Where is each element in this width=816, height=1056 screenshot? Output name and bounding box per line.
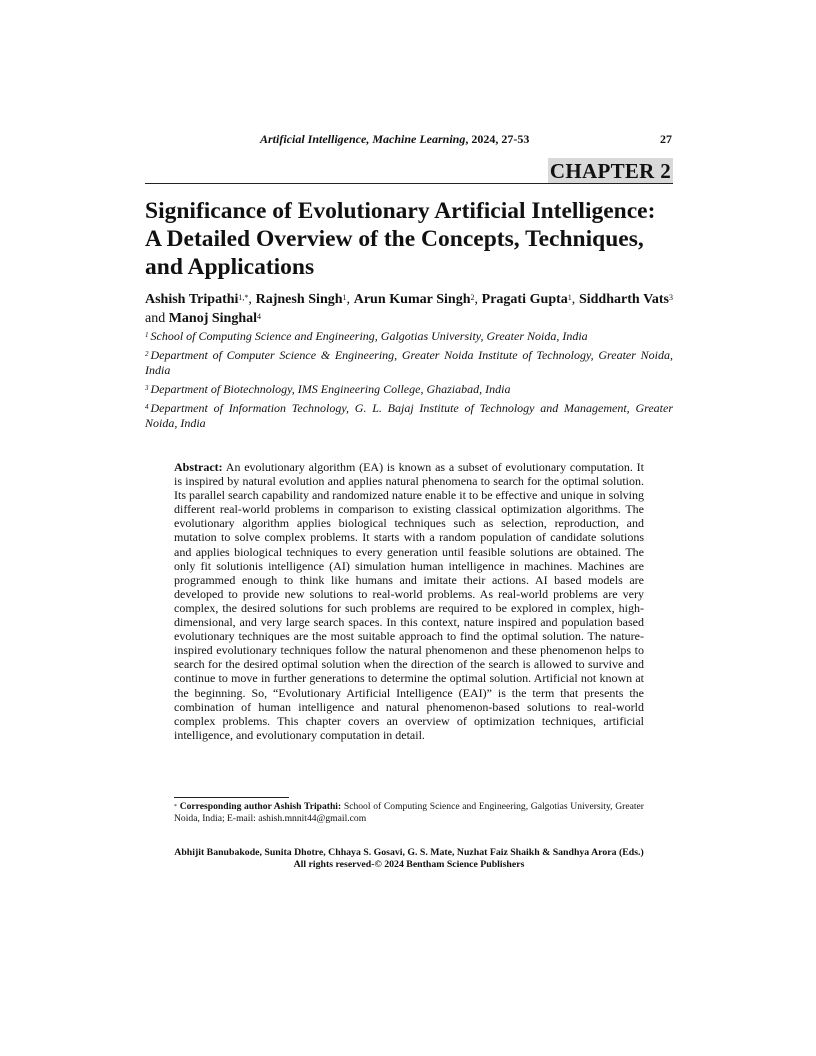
- abstract-text: An evolutionary algorithm (EA) is known as a subset of evolutionary computation. It is inspired by natural evolution and applies natural phenomena to search for the optimal solution. Its parallel search capability and randomized nature enable it to be effective and unique in solving different real-world problems in comparison to existing classical optimization algorithms. The evolutionary algorithm applies biological techniques such as selection, reproduction, and mutation to solve complex problems. It starts with a random population of candidate solutions and applies biological techniques to every generation until feasible solutions are obtained. The only fit solutionis intelligence (AI) simulation human intelligence in machines. Machines are programmed enough to think like humans and imitate their actions. AI based models are developed to provide new solutions to real-world problems. As real-world problems are very complex, the desired solutions for such problems are required to be explored in complex, high-dimensional, and very large search spaces. In this context, nature inspired and population based evolutionary techniques are the most suitable approach to find the optimal solution. The nature-inspired evolutionary techniques follow the natural phenomenon and these phenomenon helps to search for the desired optimal solution when the direction of the search is allowed to survive and continue to move in further generations to determine the optimal solution. Artificial not known at the beginning. So, “Evolutionary Artificial Intelligence (EAI)” is the term that presents the combination of human intelligence and natural phenomenon-based solutions to real-world complex problems. This chapter covers an overview of optimization techniques, artificial intelligence, and evolutionary computation in detail.: [174, 460, 645, 742]
- affiliation-item: [145, 401, 673, 431]
- author-affiliation-mark: 3: [669, 293, 674, 302]
- author-separator: ,: [474, 292, 482, 307]
- author-name: Pragati Gupta: [481, 292, 568, 307]
- affiliation-text: Department of Computer Science & Engineering, Greater Noida Institute of Technology, Greater Noida, India: [145, 348, 673, 377]
- abstract-label: Abstract:: [174, 460, 223, 474]
- author-entry: [482, 292, 579, 307]
- footnote-mark: *: [174, 804, 177, 810]
- affiliation-item: [145, 348, 673, 378]
- affiliation-mark: 1: [145, 331, 149, 339]
- author-name: Rajnesh Singh: [255, 292, 343, 307]
- page-number: 27: [660, 132, 672, 146]
- author-name: Arun Kumar Singh: [353, 292, 471, 307]
- footnote-text: School of Computing Science and Engineering, Galgotias University, Greater Noida, India; E-mail: ashish.mnnit44@gmail.com: [174, 801, 644, 824]
- author-entry: [169, 311, 261, 326]
- author-affiliation-mark: 4: [257, 312, 262, 321]
- chapter-label: CHAPTER 2: [549, 159, 671, 183]
- affiliation-mark: 3: [145, 384, 149, 392]
- corresponding-author-footnote: [174, 801, 644, 825]
- affiliation-text: Department of Biotechnology, IMS Engineering College, Ghaziabad, India: [150, 382, 511, 396]
- affiliation-mark: 4: [145, 403, 149, 411]
- author-name: Manoj Singhal: [168, 311, 258, 326]
- author-affiliation-mark: 1,*: [238, 293, 249, 302]
- chapter-title: Significance of Evolutionary Artificial Intelligence: A Detailed Overview of the Concepts, Techniques, and Applications: [145, 198, 656, 280]
- journal-year-pages: , 2024, 27-53: [465, 132, 530, 146]
- author-list: [145, 290, 673, 328]
- journal-title: Artificial Intelligence, Machine Learning: [260, 132, 466, 146]
- author-entry: [256, 292, 354, 307]
- author-affiliation-mark: 2: [470, 293, 475, 302]
- affiliation-text: School of Computing Science and Engineering, Galgotias University, Greater Noida, India: [150, 329, 588, 343]
- abstract: [174, 460, 644, 742]
- affiliation-mark: 2: [145, 350, 149, 358]
- affiliation-item: [145, 382, 673, 397]
- author-separator: and: [145, 311, 169, 326]
- author-affiliation-mark: 1: [567, 293, 572, 302]
- footnote-label: Corresponding author Ashish Tripathi:: [179, 801, 342, 812]
- author-separator: ,: [248, 292, 256, 307]
- editors-block: [145, 847, 673, 871]
- affiliation-text: Department of Information Technology, G. L. Bajaj Institute of Technology and Management, Greater Noida, India: [145, 401, 673, 430]
- chapter-divider: [145, 183, 673, 184]
- journal-citation: [260, 132, 529, 147]
- author-entry: [354, 292, 482, 307]
- author-name: Siddharth Vats: [578, 292, 670, 307]
- copyright-line: All rights reserved-© 2024 Bentham Science Publishers: [293, 859, 525, 870]
- running-head: [145, 132, 672, 148]
- affiliation-list: [145, 329, 673, 435]
- author-affiliation-mark: 1: [342, 293, 347, 302]
- author-separator: ,: [571, 292, 579, 307]
- author-entry: [145, 292, 256, 307]
- author-name: Ashish Tripathi: [145, 292, 239, 307]
- author-separator: ,: [346, 292, 354, 307]
- affiliation-item: [145, 329, 673, 344]
- footnote-divider: [174, 797, 289, 798]
- editors-line: Abhijit Banubakode, Sunita Dhotre, Chhaya S. Gosavi, G. S. Mate, Nuzhat Faiz Shaikh & Sandhya Arora (Eds.): [174, 847, 644, 858]
